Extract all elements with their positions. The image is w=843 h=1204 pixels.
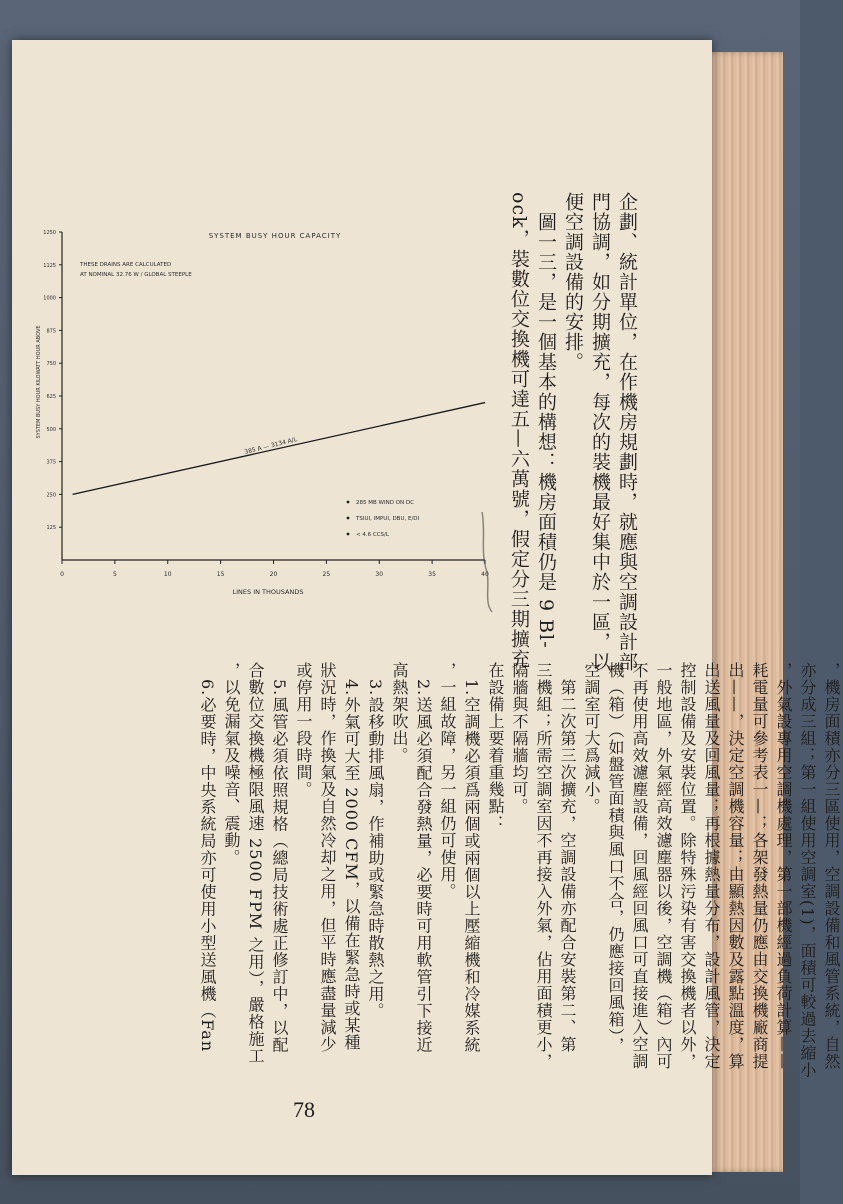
- x-tick-label: 40: [481, 571, 489, 578]
- bottom-text-column: 狀況時，作換氣及自然冷却之用，但平時應盡量減少: [318, 662, 337, 1053]
- bottom-text-column: 合數位交換機極限風速 2500 FPM 之用），嚴格施工: [246, 662, 265, 1065]
- bottom-text-column: 出送風量及回風量；再根據熱量分布，設計風管，決定: [702, 662, 721, 1070]
- bottom-text-column: 耗電量可參考表一—；各架發熱量仍應由交換機廠商提: [750, 662, 769, 1070]
- bottom-text-column: 控制設備及安裝位置。除特殊污染有害交換機者以外，: [678, 662, 697, 1070]
- bottom-text-column: 2.送風必須配合發熱量，必要時可用軟管引下接近: [414, 662, 433, 1054]
- bottom-text-column: 第二次第三次擴充，空調設備亦配合安裝第二、第: [558, 662, 577, 1053]
- data-line: [73, 403, 485, 495]
- bottom-text-column: 3.設移動排風扇，作補助或緊急時散熱之用。: [366, 662, 385, 1020]
- line-label: 385 A — 3134 A/L: [243, 436, 298, 456]
- bottom-text-column: 6.必要時，中央系統局亦可使用小型送風機（Fan: [198, 662, 217, 1053]
- x-tick-label: 15: [216, 571, 225, 578]
- bottom-text-column: 不再使用高效濾塵設備，回風經回風口可直接進入空調: [630, 662, 649, 1070]
- x-tick-label: 5: [112, 571, 117, 578]
- x-tick-label: 0: [60, 571, 64, 578]
- y-tick-label: 375: [46, 459, 56, 466]
- top-text-column: 圖一三，是一個基本的構想：機房面積仍是 9 Bl-: [535, 192, 557, 649]
- bottom-text-column: ，機房面積亦分三區使用，空調設備和風管系統，自然: [822, 662, 841, 1070]
- top-text-column: 便空調設備的安排。: [562, 192, 584, 372]
- bottom-text-column: 一般地區，外氣經高效濾塵器以後，空調機（箱）內可: [654, 662, 673, 1070]
- bottom-text-column: 亦分成三組；第一組使用空調室(1)，面積可較過去縮小: [798, 662, 817, 1079]
- y-tick-label: 625: [46, 394, 56, 400]
- bottom-text-column: 隔牆與不隔牆均可。: [510, 662, 529, 815]
- chart-annotation: THESE DRAINS ARE CALCULATED: [80, 262, 172, 268]
- chart: [30, 222, 498, 612]
- chart-annotation: AT NOMINAL 32.76 W / GLOBAL STEEPLE: [80, 272, 192, 278]
- x-tick-label: 30: [375, 571, 384, 578]
- bottom-text-column: 出——，決定空調機容量；由顯熱因數及露點溫度，算: [726, 662, 745, 1070]
- bottom-text-column: 1.空調機必須爲兩個或兩個以上壓縮機和冷媒系統: [462, 662, 481, 1054]
- y-tick-label: 875: [46, 328, 56, 335]
- bottom-text-column: 4.外氣可大至 2000 CFM，以備在緊急時或某種: [342, 662, 361, 1051]
- y-tick-label: 1000: [43, 295, 56, 302]
- y-tick-label: 125: [46, 525, 56, 532]
- y-tick-label: 1125: [43, 262, 56, 269]
- bottom-text-column: ，一組故障，另一組仍可使用。: [438, 662, 457, 900]
- top-text-block: [505, 192, 640, 672]
- legend-entry: TSIUI, IMPUI, DBU, E/DI: [356, 516, 420, 522]
- top-text-column: 企劃、統計單位，在作機房規劃時，就應與空調設計部: [616, 192, 638, 672]
- bottom-text-column: 三機組；所需空調室因不再接入外氣，佔用面積更小，: [534, 662, 553, 1070]
- bottom-text-column: 或停用一段時間。: [294, 662, 313, 798]
- page-number: 78: [293, 1097, 315, 1122]
- y-tick-label: 1250: [43, 230, 56, 236]
- bottom-text-column: ，外氣設專用空調機處理，第一部機經過負荷計算——: [774, 662, 793, 1070]
- chart-svg: [30, 222, 498, 612]
- bottom-text-column: 5.風管必須依照規格（總局技術處正修訂中，以配: [270, 662, 289, 1054]
- bottom-text-column: 高熱架吹出。: [390, 662, 409, 764]
- x-tick-label: 25: [322, 571, 331, 578]
- bottom-text-column: ，以免漏氣及噪音、震動。: [222, 662, 241, 866]
- y-axis-label: SYSTEM BUSY HOUR KILOWATT HOUR ABOVE: [36, 325, 42, 439]
- y-tick-label: 750: [46, 361, 56, 368]
- legend-entry: < 4.6 CCS/L: [356, 532, 389, 538]
- legend-entry: 285 MB WIND ON DC: [356, 500, 414, 506]
- bottom-text-column: 空調室可大爲減小。: [582, 662, 601, 815]
- top-text-column: 門協調，如分期擴充，每次的裝機最好集中於一區，以: [589, 192, 611, 672]
- bottom-text-block: [195, 662, 843, 1092]
- legend-marker: [347, 517, 350, 520]
- page-fold-shadow: [482, 512, 492, 612]
- x-tick-label: 35: [428, 571, 436, 578]
- legend-marker: [347, 501, 350, 504]
- y-tick-label: 500: [46, 426, 56, 433]
- bottom-text-column: 機（箱）（如盤管面積與風口不合，仍應接回風箱），: [606, 662, 625, 1054]
- y-tick-label: 250: [46, 492, 56, 499]
- x-tick-label: 20: [269, 571, 278, 578]
- x-axis-label: LINES IN THOUSANDS: [232, 588, 304, 596]
- legend-marker: [347, 533, 350, 536]
- chart-title: SYSTEM BUSY HOUR CAPACITY: [208, 232, 342, 240]
- x-tick-label: 10: [163, 571, 172, 578]
- top-text-column: ock，裝數位交換機可達五—六萬號，假定分三期擴充: [508, 192, 530, 669]
- bottom-text-column: 在設備上要着重幾點：: [486, 662, 505, 832]
